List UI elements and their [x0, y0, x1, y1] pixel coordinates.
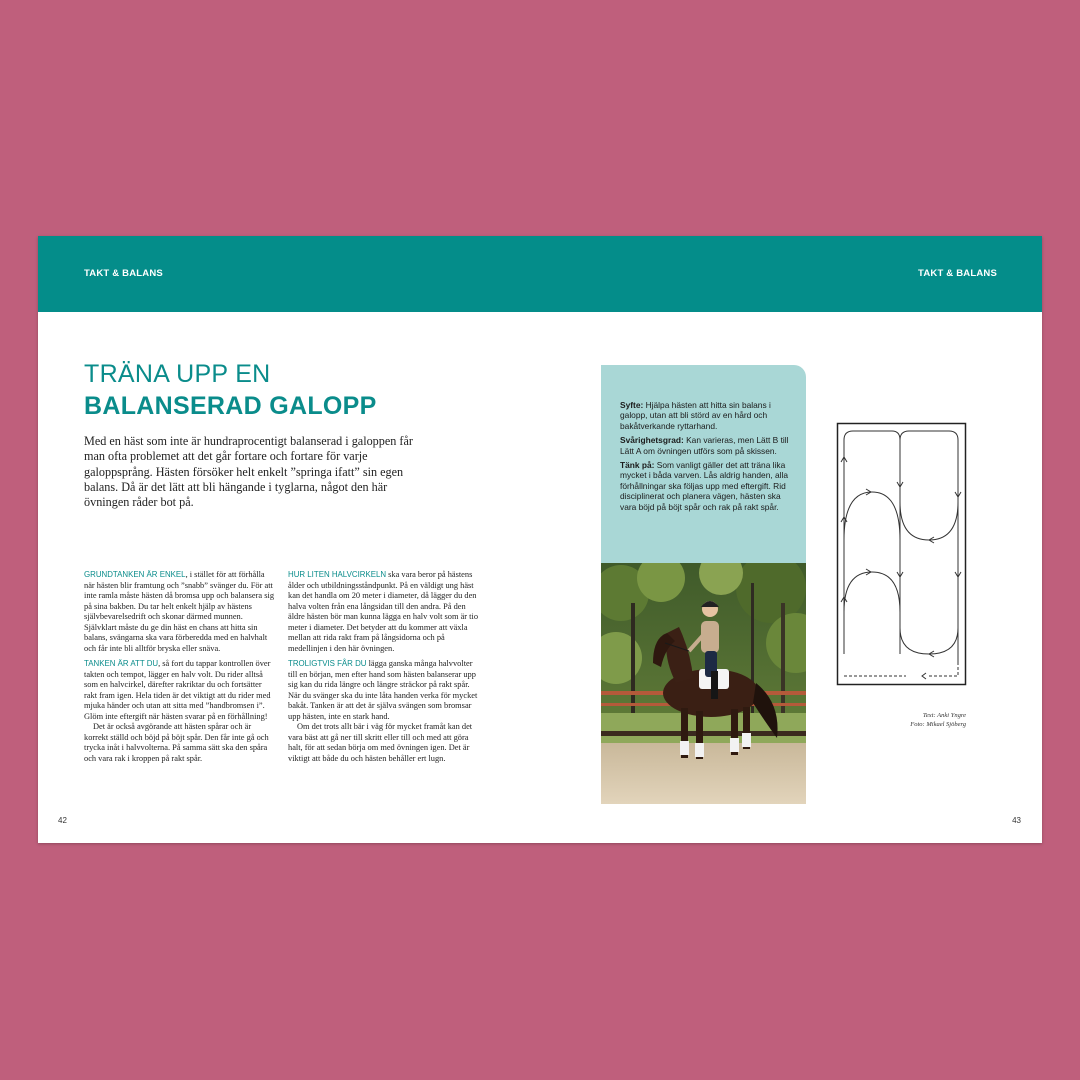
paragraph	[288, 722, 480, 764]
fact-label: Tänk på:	[620, 460, 655, 471]
body-column-1	[84, 570, 276, 764]
paragraph-lead: HUR LITEN HALVCIRKELN	[288, 570, 387, 579]
paragraph	[84, 659, 276, 722]
fact-item-difficulty	[620, 435, 790, 456]
fact-item-tips	[620, 460, 790, 512]
paragraph-lead: TROLIGTVIS FÅR DU	[288, 659, 367, 668]
magazine-spread	[38, 236, 1042, 843]
paragraph-text: Om det trots allt bär i väg för mycket framåt kan det vara bäst att gå ner till skritt eller till och med att göra halt, för att sedan börja om med övningen igen. Det är viktigt att både du och hästen behåller ert lugn.	[288, 722, 473, 763]
article-title-line1: TRÄNA UPP EN	[84, 360, 271, 388]
page-number-right: 43	[1012, 816, 1021, 825]
paragraph	[288, 659, 480, 722]
text-credit: Text: Anki Yngre	[922, 712, 966, 719]
running-head-left: TAKT & BALANS	[84, 268, 163, 279]
paragraph-lead: TANKEN ÄR ATT DU	[84, 659, 159, 668]
article-ingress: Med en häst som inte är hundraprocentigt balanserad i galoppen får man ofta problemet att det går fortare och fortare för varje galoppsprång. Hästen försöker helt enkelt ”springa ifatt” sin egen balans. Då är det lätt att bli hängande i tyglarna, något den här övningen råder bot på.	[84, 434, 413, 510]
paragraph	[84, 722, 276, 764]
running-head-right: TAKT & BALANS	[918, 268, 997, 279]
exercise-diagram	[836, 422, 967, 686]
paragraph-text: lägga ganska många halvvolter till en början, men efter hand som hästen balanserar upp sig kan du rida längre och längre sträckor på rakt spår. När du svänger ska du inte låta handen verka för mycket bakåt. Tanken är att det är själva svängen som bromsar upp hästen, inte en stark hand.	[288, 659, 478, 721]
body-column-2	[288, 570, 480, 764]
fact-label: Svårighetsgrad:	[620, 435, 684, 446]
paragraph-text: , så fort du tappar kontrollen över takten och tempot, lägger en halv volt. Du rider alltså som en halvcirkel, därefter rakriktar du och fortsätter rakt fram igen. Hela tiden är det viktigt att du rider med mjuka händer och utan att sitta med ”handbromsen i”. Glöm inte eftergift när hästen svarar på en förhållning!	[84, 659, 271, 721]
paragraph	[84, 570, 276, 654]
paragraph-text: Det är också avgörande att hästen spårar och är korrekt ställd och böjd på böjt spår. Den får inte gå och trycka inåt i halvvolterna. På samma sätt ska den spåra och vara rak i kroppen på rakt spår.	[84, 722, 269, 763]
paragraph	[288, 570, 480, 654]
paragraph-text: ska vara beror på hästens ålder och utbildningsståndpunkt. På en väldigt ung häst kan det handla om 20 meter i diameter, då lägger du den halva volten från ena långsidan till den andra. På den äldre hästen bör man kunna lägga en halv volt som är tio meter i diameter. Det betyder att du kommer att växla mellan att rida rakt fram på långsidorna och på medellinjen i den här övningen.	[288, 570, 479, 653]
fact-item-purpose	[620, 400, 790, 431]
fact-box	[601, 365, 806, 563]
fact-text: Kan varieras, men Lätt B till Lätt A om övningen utförs som på skissen.	[620, 435, 789, 456]
photo-credit: Foto: Mikael Sjöberg	[910, 720, 966, 728]
rider-horse-photo	[601, 563, 806, 804]
paragraph-text: , i stället för att förhålla när hästen blir framtung och ”snabb” svänger du. För att inte ramla måste hästen då bromsa upp och balansera sig på sina bakben. Du tar helt enkelt hjälp av hästens självbevarelsedrift och skonar därmed munnen. Självklart måste du ge din häst en chans att hitta sin balans, svängarna ska vara förberedda med en halvhalt och får inte bli alltför bryska eller snäva.	[84, 570, 275, 653]
fact-label: Syfte:	[620, 400, 644, 410]
header-band	[38, 236, 1042, 312]
article-credits	[910, 712, 966, 729]
fact-text: Hjälpa hästen att hitta sin balans i galopp, utan att bli störd av en hård och bakåtverkande ryttarhand.	[620, 400, 771, 431]
article-title-line2: BALANSERAD GALOPP	[84, 392, 377, 420]
paragraph-lead: GRUNDTANKEN ÄR ENKEL	[84, 570, 186, 579]
page-number-left: 42	[58, 816, 67, 825]
fact-text: Som vanligt gäller det att träna lika mycket i båda varven. Lås aldrig handen, alla förhållningar ska följas upp med eftergift. Rid disciplinerat och planera vägen, hästen ska vara böjd på böjt spår och rak på rakt spår.	[620, 460, 789, 512]
